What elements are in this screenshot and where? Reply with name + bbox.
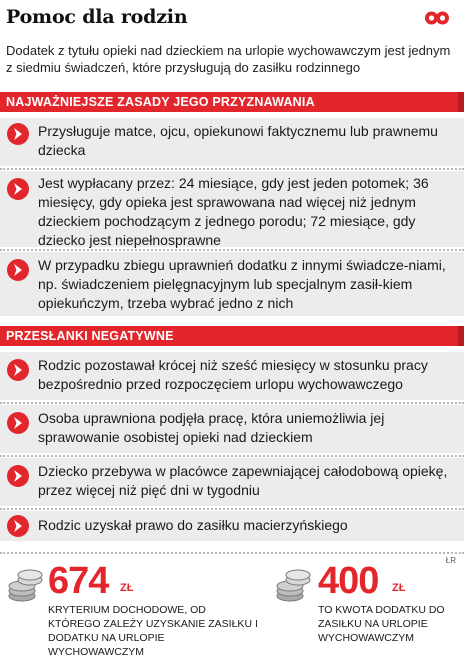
divider: [0, 402, 464, 404]
divider: [0, 249, 464, 251]
coin-stack-icon: [6, 566, 44, 604]
red-arrow-icon: [6, 358, 30, 382]
red-arrow-icon: [6, 464, 30, 488]
list-item-text: Jest wypłacany przez: 24 miesiące, gdy jest jeden potomek; 36 miesięcy, gdy opieka jest sprawowana nad więcej niż jednym dzieckiem pochodzącym z jednego porodu; 72 miesiące, gdy dziecko jest niepełnosprawne: [38, 175, 429, 248]
stat-value: 400: [318, 560, 379, 602]
list-item: [0, 352, 464, 400]
section-heading-label: NAJWAŻNIEJSZE ZASADY JEGO PRZYZNAWANIA: [6, 95, 315, 109]
stat-value: 674: [48, 560, 109, 602]
list-item: [0, 458, 464, 506]
list-item-text: Osoba uprawniona podjęła pracę, która uniemożliwia jej sprawowanie osobistej opieki nad dzieckiem: [38, 410, 385, 445]
red-arrow-icon: [6, 258, 30, 282]
stat-caption: KRYTERIUM DOCHODOWE, OD KTÓREGO ZALEŻY UZYSKANIE ZASIŁKU I DODATKU NA URLOPIE WYCHOWAWCZYM: [48, 604, 258, 658]
stat-caption: TO KWOTA DODATKU DO ZASIŁKU NA URLOPIE WYCHOWAWCZYM: [318, 604, 445, 644]
list-item: [0, 511, 464, 541]
divider: [0, 508, 464, 510]
list-item-text: Rodzic uzyskał prawo do zasiłku macierzyńskiego: [38, 517, 348, 533]
list-item-text: Przysługuje matce, ojcu, opiekunowi faktycznemu lub prawnemu dziecka: [38, 123, 438, 158]
stat-unit: ZŁ: [392, 582, 406, 594]
list-item: [0, 252, 464, 316]
list-item: [0, 405, 464, 453]
divider: [0, 552, 464, 554]
red-arrow-icon: [6, 411, 30, 435]
red-arrow-icon: [6, 177, 30, 201]
credit-label: ŁR: [445, 556, 456, 565]
list-item: [0, 171, 464, 247]
gp-logo-icon: [424, 10, 450, 26]
divider: [0, 168, 464, 170]
lead-paragraph: Dodatek z tytułu opieki nad dzieckiem na urlopie wychowawczym jest jednym z siedmiu świadczeń, które przysługują do zasiłku rodzinnego: [6, 43, 451, 75]
stat-unit: ZŁ: [120, 582, 134, 594]
red-arrow-icon: [6, 514, 30, 538]
list-item-text: W przypadku zbiegu uprawnień dodatku z innymi świadcze-niami, np. świadczeniem pielęgnacyjnym lub specjalnym zasił-kiem opiekuńczym, trzeba wybrać jedno z nich: [38, 257, 446, 311]
list-item: [0, 118, 464, 166]
list-item-text: Rodzic pozostawał krócej niż sześć miesięcy w stosunku pracy bezpośrednio przed rozpoczęciem urlopu wychowawczego: [38, 357, 428, 392]
divider: [0, 455, 464, 457]
section-heading-negative: [0, 326, 464, 346]
section-heading-label: PRZESŁANKI NEGATYWNE: [6, 329, 174, 343]
red-arrow-icon: [6, 122, 30, 146]
page-title: Pomoc dla rodzin: [6, 6, 188, 28]
list-item-text: Dziecko przebywa w placówce zapewniającej całodobową opiekę, przez więcej niż pięć dni w tygodniu: [38, 463, 448, 498]
section-heading-principles: [0, 92, 464, 112]
coin-stack-icon: [274, 566, 312, 604]
